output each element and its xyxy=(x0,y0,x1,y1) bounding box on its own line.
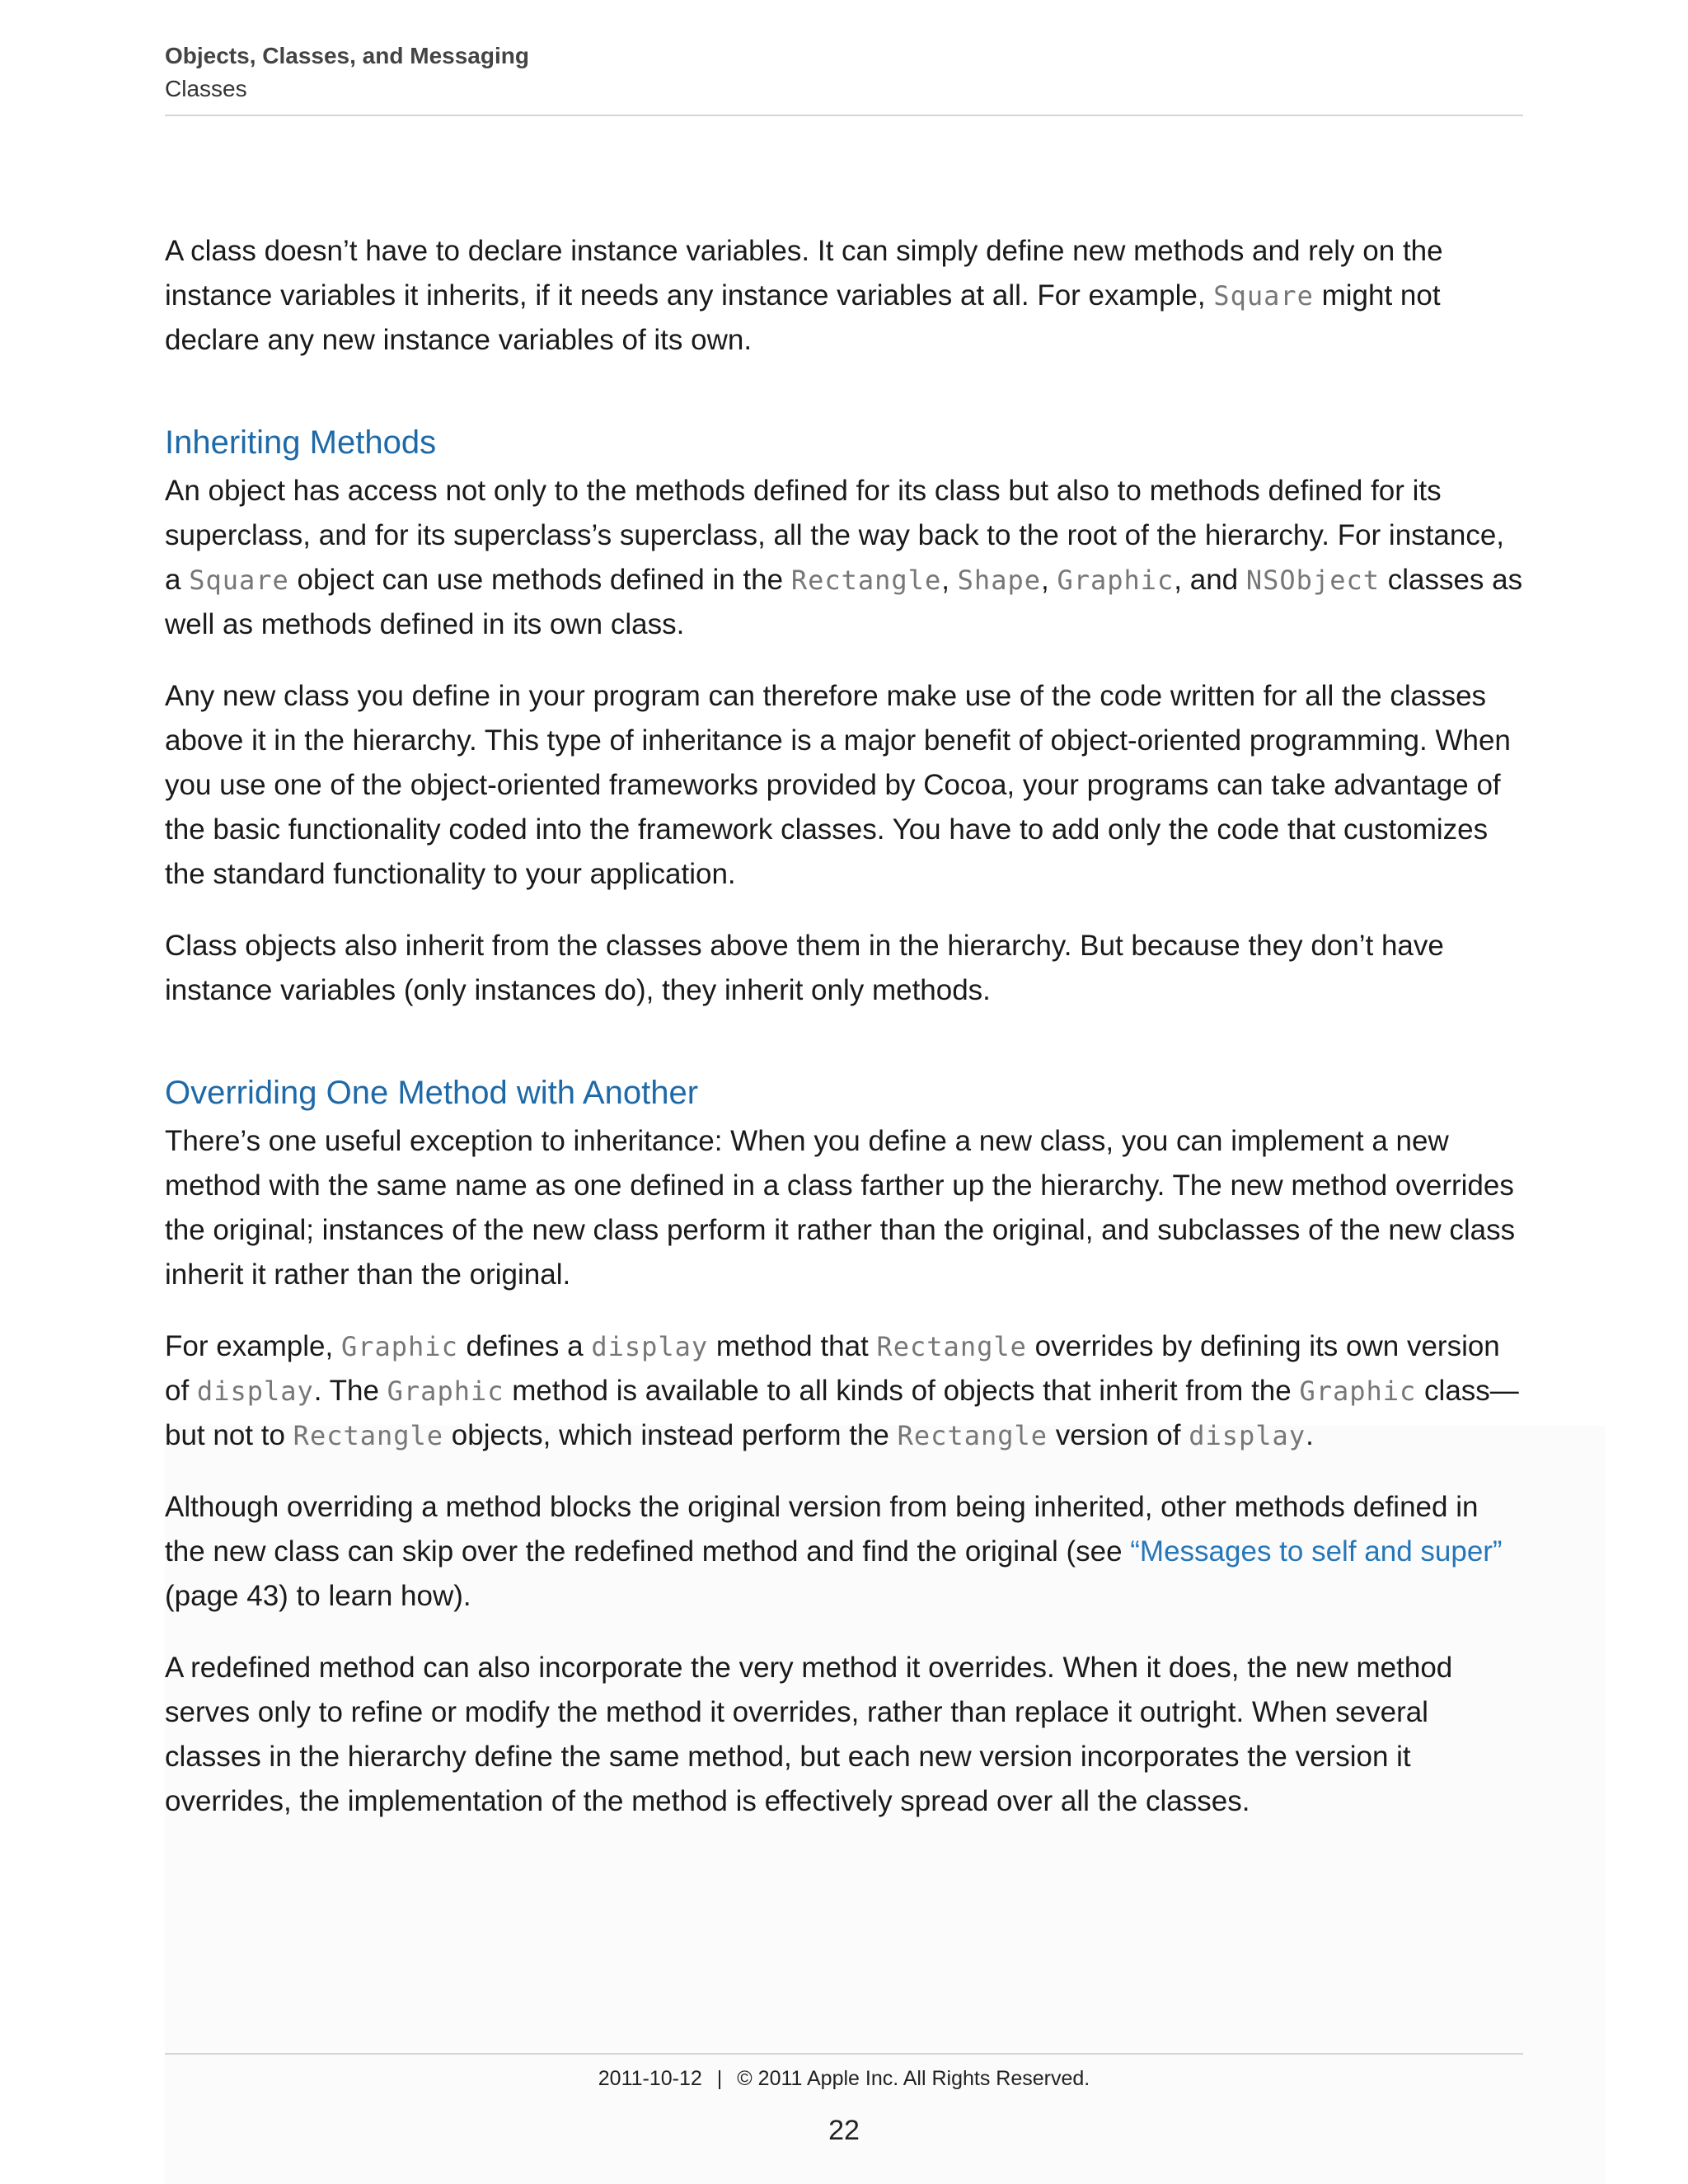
page-number: 22 xyxy=(828,2115,860,2146)
code-square: Square xyxy=(189,565,289,596)
inheriting-paragraph-1: An object has access not only to the methods defined for its class but also to methods defined for its superclass, and for its superclass’s superclass, all the way back to the root of the hierarchy. For instance, a Square object can use methods defined in the Rectangle, Shape, Graphic, and NSObject classes as well as methods defined in its own class. xyxy=(165,475,1523,640)
footer-divider xyxy=(165,2053,1523,2055)
overriding-paragraph-2: For example, Graphic defines a display method that Rectangle overrides by defining its own version of display. The Graphic method is available to all kinds of objects that inherit from the Graphic class—but not to Rectangle objects, which instead perform the Rectangle version of display. xyxy=(165,1330,1519,1451)
footer-separator: | xyxy=(716,2067,723,2090)
heading-inheriting-methods: Inheriting Methods xyxy=(165,424,437,461)
overriding-paragraph-1: There’s one useful exception to inheritance: When you define a new class, you can implement a new method with the same name as one defined in a class farther up the hierarchy. The new method overrides the original; instances of the new class perform it rather than the original, and subclasses of the new class inherit it rather than the original. xyxy=(165,1125,1516,1291)
code-graphic: Graphic xyxy=(1057,565,1175,596)
code-display: display xyxy=(196,1376,314,1407)
page-footer xyxy=(165,2067,1523,2091)
heading-overriding-methods: Overriding One Method with Another xyxy=(165,1075,699,1111)
overriding-paragraph-4: A redefined method can also incorporate the very method it overrides. When it does, the new method serves only to refine or modify the method it overrides, rather than replace it outright. When several classes in the hierarchy define the same method, but each new version incorporates the version it overrides, the implementation of the method is effectively spread over all the classes. xyxy=(165,1652,1453,1817)
code-shape: Shape xyxy=(957,565,1041,596)
code-rectangle: Rectangle xyxy=(897,1420,1048,1451)
code-square: Square xyxy=(1213,280,1314,312)
inheriting-paragraph-2: Any new class you define in your program can therefore make use of the code written for all the classes above it in the hierarchy. This type of inheritance is a major benefit of object-oriented programming. When you use one of the object-oriented frameworks provided by Cocoa, your programs can take advantage of the basic functionality coded into the framework classes. You have to add only the code that customizes the standard functionality to your application. xyxy=(165,680,1511,890)
code-nsobject: NSObject xyxy=(1245,565,1380,596)
code-rectangle: Rectangle xyxy=(293,1420,444,1451)
intro-paragraph: A class doesn’t have to declare instance variables. It can simply define new methods and rely on the instance variables it inherits, if it needs any instance variables at all. For example, Square might not declare any new instance variables of its own. xyxy=(165,235,1443,356)
inheriting-paragraph-3: Class objects also inherit from the classes above them in the hierarchy. But because they don’t have instance variables (only instances do), they inherit only methods. xyxy=(165,930,1444,1006)
overriding-paragraph-3: Although overriding a method blocks the original version from being inherited, other methods defined in the new class can skip over the redefined method and find the original (see “Messages to self and super” (page 43) to learn how). xyxy=(165,1491,1503,1612)
footer-copyright: © 2011 Apple Inc. All Rights Reserved. xyxy=(737,2067,1090,2090)
code-display: display xyxy=(591,1331,709,1362)
chapter-title: Objects, Classes, and Messaging xyxy=(165,43,529,68)
running-header xyxy=(165,40,1523,105)
header-divider xyxy=(165,115,1523,116)
code-rectangle: Rectangle xyxy=(876,1331,1027,1362)
code-graphic: Graphic xyxy=(340,1331,458,1362)
code-display: display xyxy=(1189,1420,1306,1451)
code-rectangle: Rectangle xyxy=(790,565,942,596)
page-body xyxy=(165,229,1525,1824)
link-messages-to-self-and-super[interactable]: “Messages to self and super” xyxy=(1130,1535,1503,1568)
code-graphic: Graphic xyxy=(1299,1376,1417,1407)
section-title: Classes xyxy=(165,76,247,101)
footer-date: 2011-10-12 xyxy=(598,2067,702,2090)
code-graphic: Graphic xyxy=(387,1376,504,1407)
